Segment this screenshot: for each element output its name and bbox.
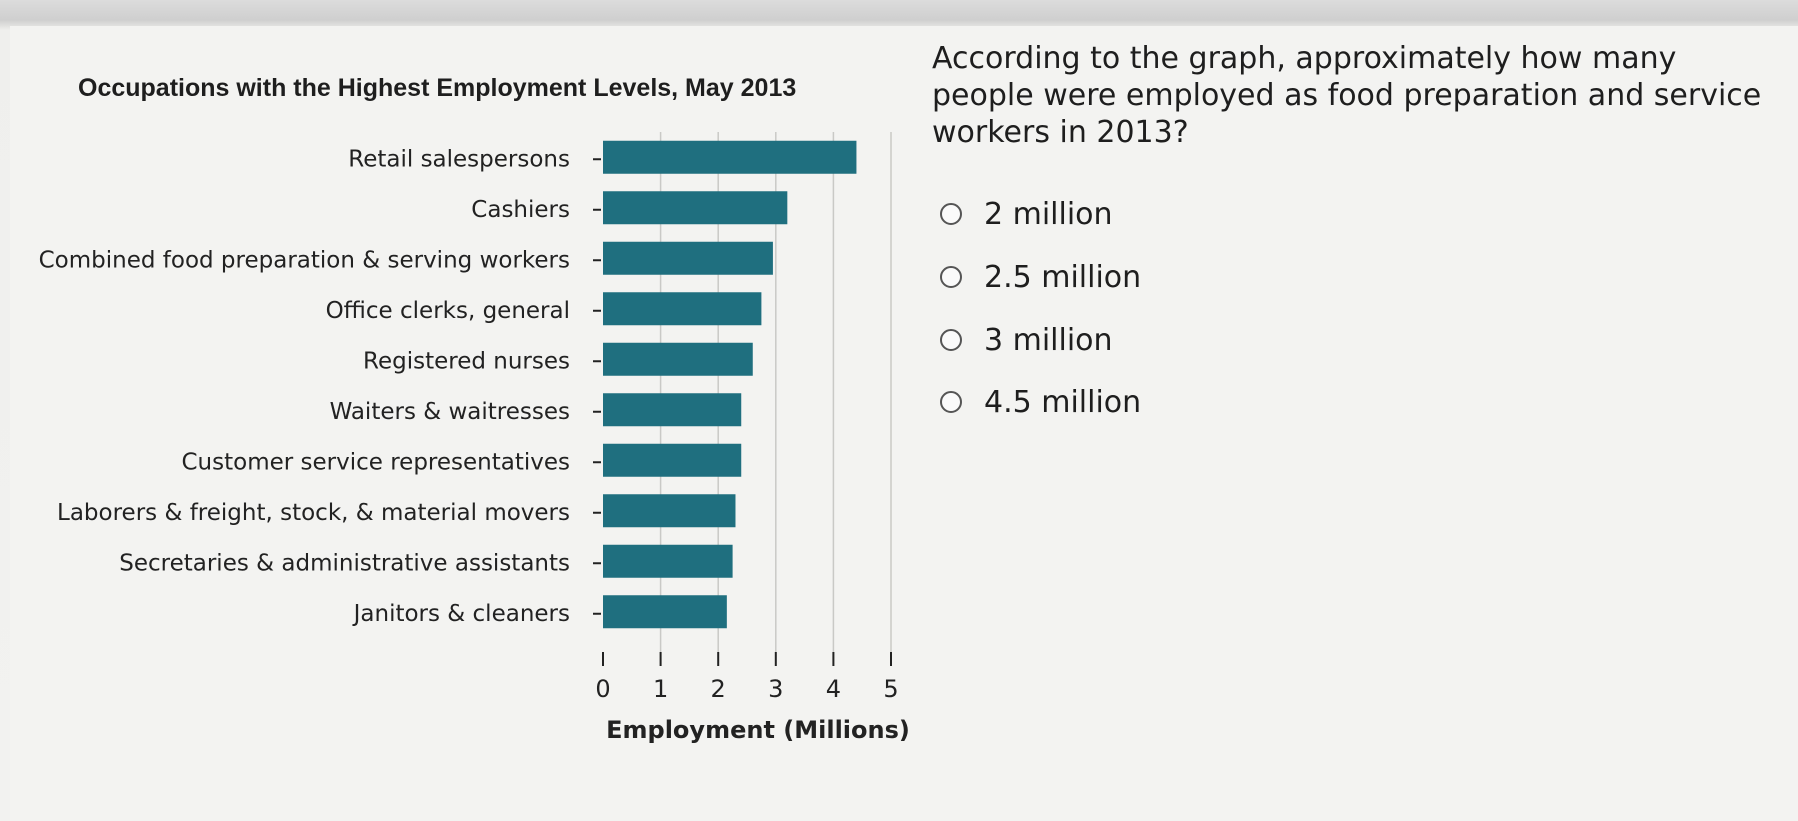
- radio-button[interactable]: [940, 391, 962, 413]
- bar: [603, 343, 753, 376]
- category-label: Janitors & cleaners: [353, 600, 570, 627]
- category-label: Registered nurses: [363, 348, 570, 375]
- category-label: Retail salespersons: [348, 146, 570, 173]
- bar: [603, 292, 761, 325]
- x-tick-label: 4: [825, 675, 842, 703]
- option-label: 3 million: [984, 322, 1113, 358]
- option-label: 4.5 million: [984, 384, 1142, 420]
- option-4-5-million[interactable]: [940, 382, 1141, 422]
- category-label: Combined food preparation & serving workers: [38, 247, 570, 274]
- category-label: Secretaries & administrative assistants: [119, 550, 570, 577]
- x-tick-label: 0: [595, 675, 611, 703]
- category-label: Office clerks, general: [325, 297, 570, 324]
- bar: [603, 595, 727, 628]
- category-label: Waiters & waitresses: [329, 398, 570, 425]
- bar: [603, 191, 787, 224]
- category-label: Customer service representatives: [181, 449, 570, 476]
- radio-button[interactable]: [940, 203, 962, 225]
- category-label: Laborers & freight, stock, & material movers: [57, 499, 570, 526]
- x-axis-label: Employment (Millions): [606, 716, 910, 744]
- bar: [603, 393, 741, 426]
- radio-button[interactable]: [940, 329, 962, 351]
- bar: [603, 242, 773, 275]
- bar: [603, 444, 741, 477]
- x-tick-label: 1: [652, 675, 669, 703]
- x-tick-label: 3: [768, 675, 784, 703]
- bar: [603, 545, 733, 578]
- category-label: Cashiers: [471, 196, 570, 223]
- bar: [603, 494, 735, 527]
- option-label: 2 million: [984, 196, 1113, 232]
- option-3-million[interactable]: [940, 320, 1113, 360]
- x-tick-label: 5: [883, 675, 899, 703]
- chart-title: Occupations with the Highest Employment Levels, May 2013: [78, 74, 797, 102]
- option-2-5-million[interactable]: [940, 257, 1141, 297]
- option-2-million[interactable]: [940, 194, 1113, 234]
- bar: [603, 141, 856, 174]
- question-text: According to the graph, approximately how many people were employed as food preparation and service workers in 2013?: [932, 41, 1762, 150]
- x-tick-label: 2: [710, 675, 726, 703]
- option-label: 2.5 million: [984, 259, 1142, 295]
- radio-button[interactable]: [940, 266, 962, 288]
